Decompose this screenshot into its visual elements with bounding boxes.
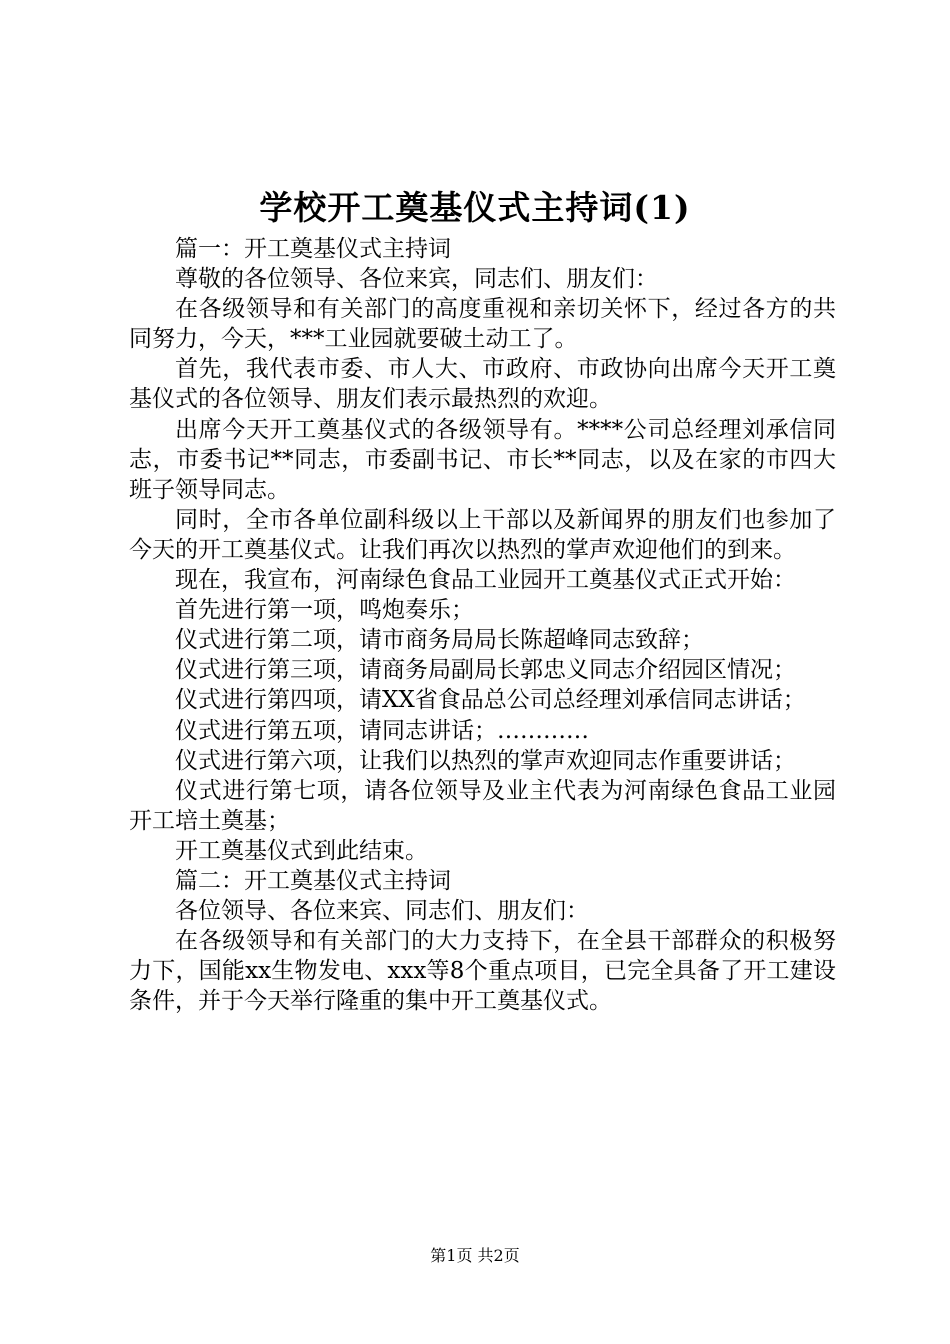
paragraph: 同时，全市各单位副科级以上干部以及新闻界的朋友们也参加了今天的开工奠基仪式。让我们再次以热烈的掌声欢迎他们的到来。 bbox=[129, 506, 836, 563]
paragraph: 在各级领导和有关部门的大力支持下，在全县干部群众的积极努力下，国能xx生物发电、xxx等8个重点项目，已完全具备了开工建设条件，并于今天举行隆重的集中开工奠基仪式。 bbox=[129, 928, 836, 1015]
paragraph: 首先进行第一项，鸣炮奏乐； bbox=[175, 597, 474, 624]
page-number-footer: 第1页 共2页 bbox=[430, 1246, 520, 1265]
paragraph: 仪式进行第二项，请市商务局局长陈超峰同志致辞； bbox=[175, 627, 704, 654]
paragraph: 仪式进行第四项，请XX省食品总公司总经理刘承信同志讲话； bbox=[175, 687, 806, 714]
paragraph: 仪式进行第五项，请同志讲话；………… bbox=[175, 717, 589, 744]
paragraph: 篇二：开工奠基仪式主持词 bbox=[175, 867, 451, 894]
paragraph: 首先，我代表市委、市人大、市政府、市政协向出席今天开工奠基仪式的各位领导、朋友们表示最热烈的欢迎。 bbox=[129, 356, 836, 413]
paragraph: 出席今天开工奠基仪式的各级领导有。****公司总经理刘承信同志，市委书记**同志，市委副书记、市长**同志，以及在家的市四大班子领导同志。 bbox=[129, 416, 836, 503]
paragraph: 各位领导、各位来宾、同志们、朋友们： bbox=[175, 898, 589, 925]
paragraph: 仪式进行第六项，让我们以热烈的掌声欢迎同志作重要讲话； bbox=[175, 747, 796, 774]
document-body bbox=[129, 234, 836, 1016]
paragraph: 仪式进行第七项，请各位领导及业主代表为河南绿色食品工业园开工培土奠基； bbox=[129, 777, 836, 834]
paragraph: 篇一：开工奠基仪式主持词 bbox=[175, 236, 451, 262]
paragraph: 仪式进行第三项，请商务局副局长郭忠义同志介绍园区情况； bbox=[175, 657, 796, 684]
paragraph: 在各级领导和有关部门的高度重视和亲切关怀下，经过各方的共同努力，今天，***工业园就要破土动工了。 bbox=[129, 296, 836, 353]
paragraph: 尊敬的各位领导、各位来宾，同志们、朋友们： bbox=[175, 266, 658, 293]
paragraph: 现在，我宣布，河南绿色食品工业园开工奠基仪式正式开始： bbox=[175, 567, 796, 594]
paragraph: 开工奠基仪式到此结束。 bbox=[175, 837, 428, 864]
document-title: 学校开工奠基仪式主持词(1) bbox=[259, 188, 691, 227]
